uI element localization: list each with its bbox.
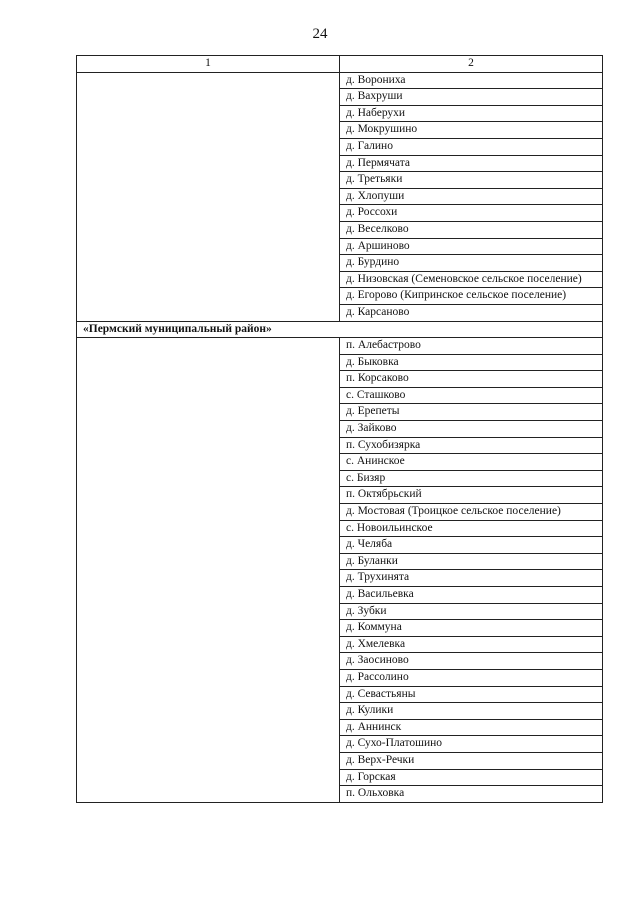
settlement-cell: д. Бурдино [340,255,603,272]
settlement-cell: д. Вахруши [340,89,603,106]
settlement-cell: д. Аршиново [340,238,603,255]
settlement-cell: п. Ольховка [340,786,603,803]
settlements-table [76,55,603,803]
table-row [77,72,603,89]
settlement-cell: д. Заосиново [340,653,603,670]
settlement-cell: с. Сташково [340,387,603,404]
table-header-row [77,56,603,73]
section-title: «Пермский муниципальный район» [77,321,603,338]
settlement-cell: д. Севастьяны [340,686,603,703]
table-row [77,338,603,355]
settlement-cell: д. Мостовая (Троицкое сельское поселение) [340,504,603,521]
settlement-cell: д. Галино [340,138,603,155]
settlement-cell: п. Сухобизярка [340,437,603,454]
settlement-cell: п. Алебастрово [340,338,603,355]
settlement-cell: д. Верх-Речки [340,752,603,769]
settlement-cell: д. Пермячата [340,155,603,172]
settlement-cell: д. Ерепеты [340,404,603,421]
column-header-1: 1 [77,56,340,73]
column-header-2: 2 [340,56,603,73]
settlement-cell: п. Октябрьский [340,487,603,504]
settlement-cell: д. Карсаново [340,304,603,321]
settlement-cell: д. Мокрушино [340,122,603,139]
settlement-cell: с. Анинское [340,454,603,471]
settlement-cell: д. Зайково [340,421,603,438]
settlement-cell: д. Аннинск [340,719,603,736]
settlement-cell: д. Трухинята [340,570,603,587]
settlement-cell: д. Зубки [340,603,603,620]
settlement-cell: д. Быковка [340,354,603,371]
settlement-cell: д. Челяба [340,537,603,554]
settlement-cell: д. Ворониха [340,72,603,89]
settlement-cell: д. Горская [340,769,603,786]
settlement-cell: д. Веселково [340,221,603,238]
settlement-cell: д. Третьяки [340,172,603,189]
settlement-cell: д. Хлопуши [340,188,603,205]
settlement-cell: д. Наберухи [340,105,603,122]
settlement-cell: д. Хмелевка [340,636,603,653]
settlement-cell: д. Коммуна [340,620,603,637]
settlement-cell: д. Сухо-Платошино [340,736,603,753]
settlement-cell: д. Россохи [340,205,603,222]
group1-left-cell [77,72,340,321]
settlement-cell: д. Кулики [340,703,603,720]
group2-left-cell [77,338,340,803]
settlement-cell: с. Новоильинское [340,520,603,537]
settlement-cell: с. Бизяр [340,470,603,487]
settlement-cell: д. Васильевка [340,587,603,604]
settlement-cell: д. Низовская (Семеновское сельское поселение) [340,271,603,288]
section-row [77,321,603,338]
settlement-cell: д. Буланки [340,553,603,570]
settlement-cell: д. Рассолино [340,669,603,686]
settlement-cell: д. Егорово (Кипринское сельское поселение) [340,288,603,305]
settlement-cell: п. Корсаково [340,371,603,388]
page-number: 24 [312,26,328,42]
